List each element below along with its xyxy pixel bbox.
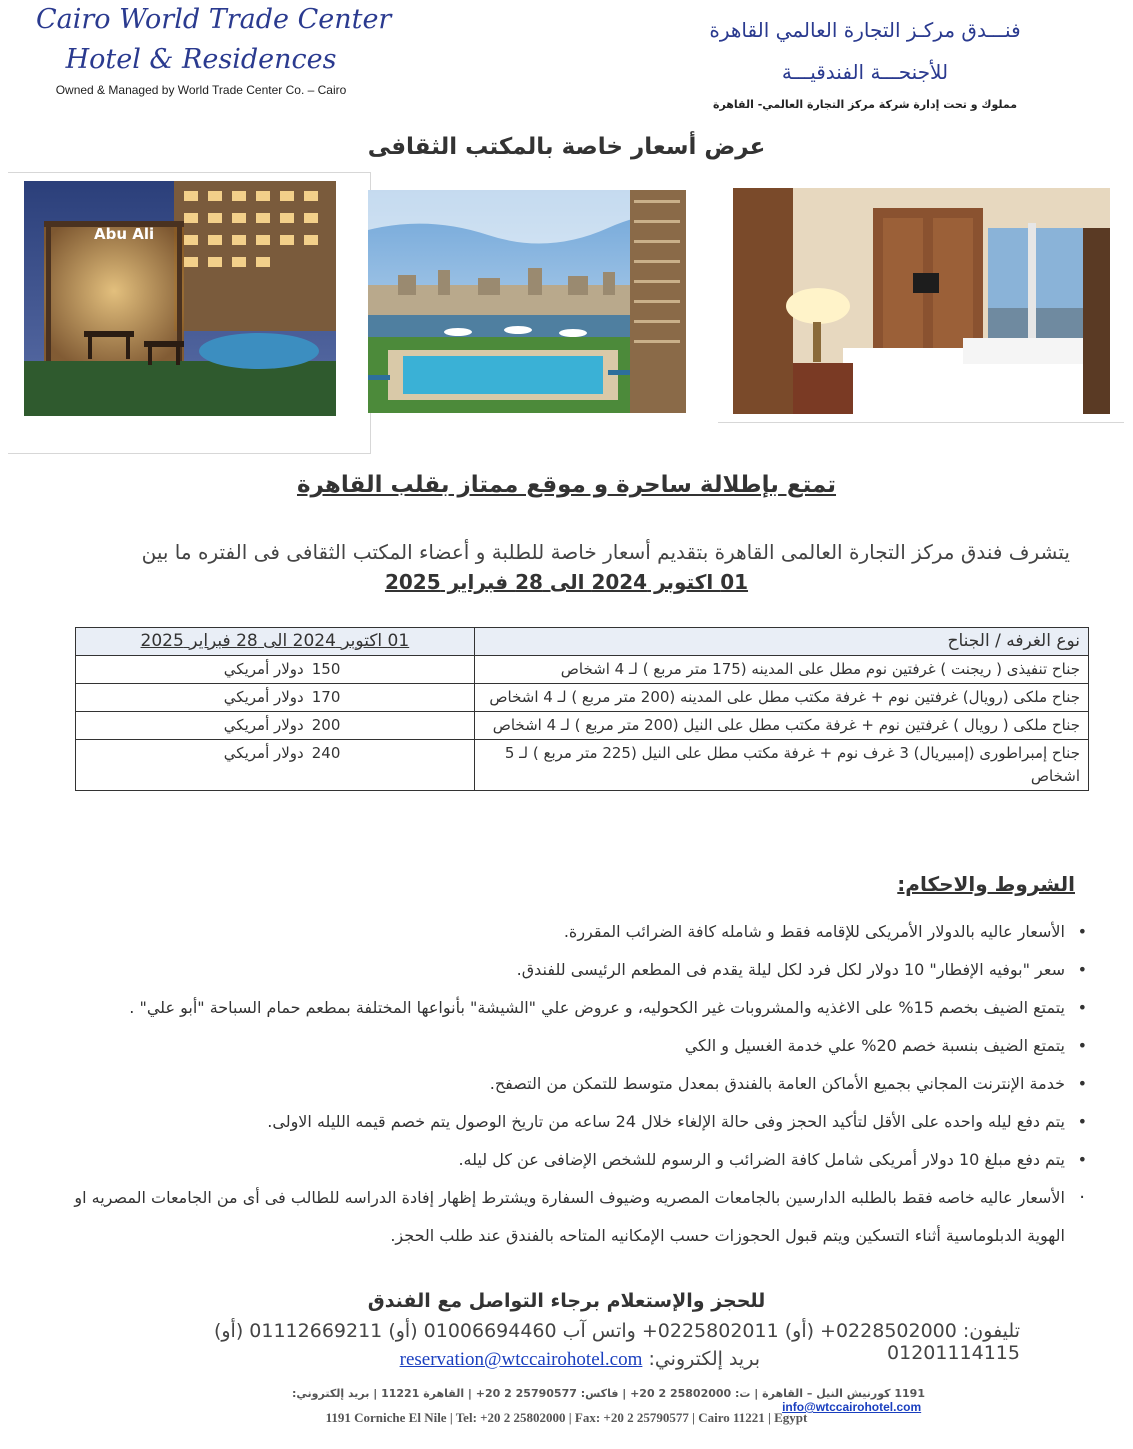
photo-frame-right-bottom (718, 422, 1124, 423)
contact-title: للحجز والإستعلام برجاء التواصل مع الفندق (367, 1290, 766, 1312)
hotel-logo-line-1: Cairo World Trade Center (36, 4, 392, 35)
terms-item: • يتم دفع مبلغ 10 دولار أمريكى شامل كافة الضرائب و الرسوم للشخص الإضافى عن كل ليله. (55, 1141, 1095, 1179)
hotel-logo-line-2: Hotel & Residences (65, 44, 337, 75)
price-value: 200 (311, 716, 341, 734)
currency-label: دولار أمريكي (223, 744, 304, 762)
suite-bedroom-photo (733, 188, 1110, 414)
price-cell (76, 712, 475, 740)
room-type-cell: جناح ملكى ( رويال ) غرفتين نوم + غرفة مكتب مطل على النيل (200 متر مربع ) لـ 4 اشخاص (474, 712, 1088, 740)
terms-list (55, 913, 1095, 1255)
room-type-cell: جناح إمبراطورى (إمبيريال) 3 غرف نوم + غرفة مكتب مطل على النيل (225 متر مربع ) لـ 5 اشخاص (474, 740, 1088, 791)
reservation-email-link[interactable]: reservation@wtccairohotel.com (399, 1349, 643, 1370)
terms-item: • سعر "بوفيه الإفطار" 10 دولار لكل فرد لكل ليلة يقدم فى المطعم الرئيسى للفندق. (55, 951, 1095, 989)
footer-email-link[interactable]: info@wtccairohotel.com (782, 1400, 922, 1414)
room-type-cell: جناح ملكى (رويال) غرفتين نوم + غرفة مكتب مطل على المدينه (200 متر مربع ) لـ 4 اشخاص (474, 684, 1088, 712)
currency-label: دولار أمريكي (223, 716, 304, 734)
terms-item: • خدمة الإنترنت المجاني بجميع الأماكن العامة بالفندق بمعدل متوسط للتمكن من التصفح. (55, 1065, 1095, 1103)
hotel-name-arabic-line-1: فنـــدق مركـز التجارة العالمي القاهرة (709, 18, 1021, 42)
header-room-type: نوع الغرفه / الجناح (474, 628, 1088, 656)
offer-title: عرض أسعار خاصة بالمكتب الثقافى (367, 134, 766, 160)
terms-item: • يتمتع الضيف بخصم 15% على الاغذيه والمشروبات غير الكحوليه، و عروض علي "الشيشة" بأنواعها المختلفة بمطعم حمام السباحة "أبو علي" . (55, 989, 1095, 1027)
footer-address-text: 1191 كورنيش النيل – القاهرة | ت: 25802000 2 20+ | فاكس: 25790577 2 20+ | القاهرة 11221 | بريد إلكتروني: (291, 1387, 925, 1400)
table-row (76, 712, 1089, 740)
header-period: 01 اكتوبر 2024 الى 28 فبراير 2025 (76, 628, 475, 656)
restaurant-terrace-photo (24, 181, 336, 416)
currency-label: دولار أمريكي (223, 660, 304, 678)
terms-item: · الأسعار عاليه خاصه فقط بالطلبه الدارسين بالجامعات المصريه وضيوف السفارة ويشترط إظهار إفادة الدراسه للطالب فى أى من الجامعات المصريه او الهوية الدبلوماسية أثناء التسكين ويتم قبول الحجوزات حسب الإمكانيه المتاحه بالفندق عند طلب الحجز. (55, 1179, 1095, 1255)
table-row (76, 656, 1089, 684)
photo-frame-bottom (8, 453, 370, 454)
owned-by-english: Owned & Managed by World Trade Center Co. – Cairo (55, 83, 347, 97)
table-row (76, 684, 1089, 712)
price-cell (76, 656, 475, 684)
phone-numbers: تليفون: 0228502000+ (أو) 0225802011+ واتس آب 01006694460 (أو) 01112669211 (أو) 01201114115 (213, 1320, 1020, 1364)
room-type-cell: جناح تنفيذى ( ريجنت ) غرفتين نوم مطل على المدينه (175 متر مربع ) لـ 4 اشخاص (474, 656, 1088, 684)
reservation-email-line (80, 1348, 760, 1371)
terms-title: الشروط والاحكام: (897, 872, 1075, 896)
price-value: 170 (311, 688, 341, 706)
intro-text: يتشرف فندق مركز التجارة العالمى القاهرة بتقديم أسعار خاصة للطلبة و أعضاء المكتب الثقافى فى الفتره ما بين (141, 540, 1070, 564)
email-label: بريد إلكتروني: (648, 1348, 760, 1370)
owned-by-arabic: مملوك و تحت إدارة شركة مركز التجارة العالمي- القاهرة (712, 98, 1018, 111)
terms-item: • الأسعار عاليه بالدولار الأمريكى للإقامه فقط و شامله كافة الضرائب المقررة. (55, 913, 1095, 951)
currency-label: دولار أمريكي (223, 688, 304, 706)
price-cell (76, 740, 475, 791)
offer-period: 01 اكتوبر 2024 الى 28 فبراير 2025 (384, 570, 749, 594)
terms-item: • يتمتع الضيف بنسبة خصم 20% علي خدمة الغسيل و الكي (55, 1027, 1095, 1065)
terms-item: • يتم دفع ليله واحده على الأقل لتأكيد الحجز وفى حالة الإلغاء خلال 24 ساعه من تاريخ الوصول يتم خصم قيمه الليله الاولى. (55, 1103, 1095, 1141)
price-value: 240 (311, 744, 341, 762)
price-cell (76, 684, 475, 712)
rates-table (75, 627, 1089, 791)
table-row (76, 740, 1089, 791)
photo-frame-top (8, 172, 370, 173)
restaurant-sign-text: Abu Ali (94, 225, 155, 243)
hotel-name-arabic-line-2: للأجنحـــة الفندقيـــة (781, 60, 949, 84)
headline: تمتع بإطلالة ساحرة و موقع ممتاز بقلب القاهرة (296, 472, 837, 498)
price-value: 150 (311, 660, 341, 678)
table-header-row (76, 628, 1089, 656)
footer-address-english: 1191 Corniche El Nile | Tel: +20 2 25802000 | Fax: +20 2 25790577 | Cairo 11221 | Egypt (325, 1410, 808, 1425)
pool-nile-view-photo (368, 190, 686, 413)
